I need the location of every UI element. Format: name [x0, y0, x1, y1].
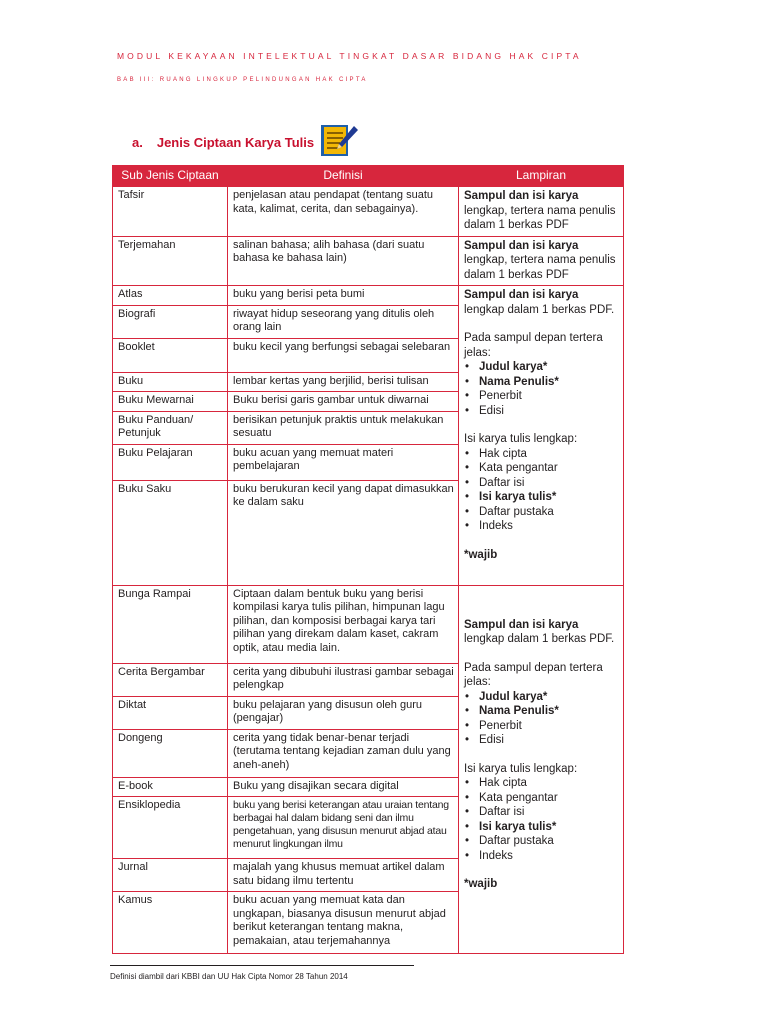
attachment-text: lengkap dalam 1 berkas PDF.: [464, 303, 615, 316]
table-row: [113, 236, 624, 286]
attachment-bold: Sampul dan isi karya: [464, 239, 579, 252]
cover-intro: Pada sampul depan tertera jelas:: [464, 661, 603, 688]
list-item: • Isi karya tulis*: [464, 820, 619, 835]
sub-type-cell: Bunga Rampai: [113, 585, 228, 663]
list-item: • Daftar pustaka: [464, 505, 619, 520]
sub-type-cell: Buku: [113, 372, 228, 392]
sub-type-cell: E-book: [113, 777, 228, 797]
list-item: • Kata pengantar: [464, 461, 619, 476]
required-note: *wajib: [464, 878, 498, 890]
sub-type-cell: Booklet: [113, 338, 228, 372]
footer-note: Definisi diambil dari KBBI dan UU Hak Cipta Nomor 28 Tahun 2014: [110, 972, 348, 981]
sub-type-cell: Buku Panduan/ Petunjuk: [113, 411, 228, 444]
definition-cell: riwayat hidup seseorang yang ditulis oleh orang lain: [228, 305, 459, 338]
definition-cell: buku berukuran kecil yang dapat dimasukkan ke dalam saku: [228, 480, 459, 585]
sub-type-cell: Tafsir: [113, 187, 228, 237]
definition-cell: lembar kertas yang berjilid, berisi tulisan: [228, 372, 459, 392]
definition-cell: salinan bahasa; alih bahasa (dari suatu bahasa ke bahasa lain): [228, 236, 459, 286]
table-row: [113, 187, 624, 237]
sub-type-cell: Buku Mewarnai: [113, 392, 228, 412]
definition-cell: buku yang berisi keterangan atau uraian tentang berbagai hal dalam bidang seni dan ilmu pengetahuan, yang disusun menurut abjad atau menurut lingkungan ilmu: [228, 797, 459, 859]
sub-type-cell: Biografi: [113, 305, 228, 338]
attachment-group-cell: [459, 286, 624, 586]
table-header-row: [113, 166, 624, 187]
list-item: • Daftar isi: [464, 476, 619, 491]
sub-type-cell: Jurnal: [113, 859, 228, 892]
sub-type-cell: Buku Pelajaran: [113, 444, 228, 480]
definition-cell: buku acuan yang memuat kata dan ungkapan, biasanya disusun menurut abjad berikut keterangan tentang makna, pemakaian, atau terjemahannya: [228, 892, 459, 954]
content-list: [464, 776, 619, 863]
definition-cell: cerita yang tidak benar-benar terjadi (terutama tentang kejadian zaman dulu yang aneh-aneh): [228, 729, 459, 777]
list-item: • Hak cipta: [464, 776, 619, 791]
attachment-bold: Sampul dan isi karya: [464, 618, 579, 631]
list-item: • Isi karya tulis*: [464, 490, 619, 505]
definition-cell: Buku berisi garis gambar untuk diwarnai: [228, 392, 459, 412]
table-row: [113, 585, 624, 663]
header-attachment: Lampiran: [459, 166, 624, 187]
sub-type-cell: Buku Saku: [113, 480, 228, 585]
list-item: • Edisi: [464, 404, 619, 419]
content-intro: Isi karya tulis lengkap:: [464, 762, 578, 775]
attachment-cell: [459, 236, 624, 286]
list-item: • Indeks: [464, 849, 619, 864]
definition-cell: majalah yang khusus memuat artikel dalam satu bidang ilmu tertentu: [228, 859, 459, 892]
works-table: [112, 165, 624, 954]
header-sub-type: Sub Jenis Ciptaan: [113, 166, 228, 187]
attachment-text: lengkap dalam 1 berkas PDF.: [464, 633, 615, 645]
sub-type-cell: Ensiklopedia: [113, 797, 228, 859]
sub-type-cell: Terjemahan: [113, 236, 228, 286]
section-title: Jenis Ciptaan Karya Tulis: [156, 135, 315, 150]
cover-intro: Pada sampul depan tertera jelas:: [464, 332, 603, 359]
required-note: *wajib: [464, 548, 498, 561]
list-item: • Daftar pustaka: [464, 834, 619, 849]
definition-cell: buku acuan yang memuat materi pembelajaran: [228, 444, 459, 480]
chapter-title: BAB III: RUANG LINGKUP PELINDUNGAN HAK CIPTA: [117, 77, 368, 83]
definition-cell: berisikan petunjuk praktis untuk melakukan sesuatu: [228, 411, 459, 444]
list-item: • Penerbit: [464, 719, 619, 734]
list-item: • Judul karya*: [464, 690, 619, 705]
list-item: • Edisi: [464, 733, 619, 748]
list-item: • Judul karya*: [464, 360, 619, 375]
definition-cell: Buku yang disajikan secara digital: [228, 777, 459, 797]
definition-cell: penjelasan atau pendapat (tentang suatu kata, kalimat, cerita, dan sebagainya).: [228, 187, 459, 237]
definition-cell: buku pelajaran yang disusun oleh guru (pengajar): [228, 696, 459, 729]
section-number: a.: [132, 135, 143, 150]
definition-cell: Ciptaan dalam bentuk buku yang berisi kompilasi karya tulis pilihan, himpunan lagu pilihan, dan komposisi berbagai karya tari pilihan yang direkam dalam kaset, cakram optik, atau media lain.: [228, 585, 459, 663]
header-definition: Definisi: [228, 166, 459, 187]
attachment-text: lengkap, tertera nama penulis dalam 1 berkas PDF: [464, 254, 616, 281]
sub-type-cell: Cerita Bergambar: [113, 663, 228, 696]
list-item: • Nama Penulis*: [464, 704, 619, 719]
list-item: • Kata pengantar: [464, 791, 619, 806]
attachment-cell: [459, 187, 624, 237]
list-item: • Daftar isi: [464, 805, 619, 820]
section-heading: [132, 135, 314, 150]
list-item: • Penerbit: [464, 389, 619, 404]
definition-cell: cerita yang dibubuhi ilustrasi gambar sebagai pelengkap: [228, 663, 459, 696]
content-list: [464, 447, 619, 534]
sub-type-cell: Diktat: [113, 696, 228, 729]
attachment-group-cell: [459, 585, 624, 954]
attachment-bold: Sampul dan isi karya: [464, 289, 579, 301]
attachment-bold: Sampul dan isi karya: [464, 190, 579, 202]
sub-type-cell: Dongeng: [113, 729, 228, 777]
notepad-pencil-icon: [318, 122, 360, 158]
definition-cell: buku kecil yang berfungsi sebagai selebaran: [228, 338, 459, 372]
module-title: MODUL KEKAYAAN INTELEKTUAL TINGKAT DASAR BIDANG HAK CIPTA: [117, 51, 582, 61]
footer-divider: [110, 965, 414, 966]
cover-list: [464, 690, 619, 748]
table-row: [113, 286, 624, 306]
cover-list: [464, 360, 619, 418]
list-item: • Hak cipta: [464, 447, 619, 462]
definition-cell: buku yang berisi peta bumi: [228, 286, 459, 306]
list-item: • Nama Penulis*: [464, 375, 619, 390]
sub-type-cell: Atlas: [113, 286, 228, 306]
sub-type-cell: Kamus: [113, 892, 228, 954]
content-intro: Isi karya tulis lengkap:: [464, 433, 578, 445]
list-item: • Indeks: [464, 519, 619, 534]
attachment-text: lengkap, tertera nama penulis dalam 1 berkas PDF: [464, 204, 616, 231]
